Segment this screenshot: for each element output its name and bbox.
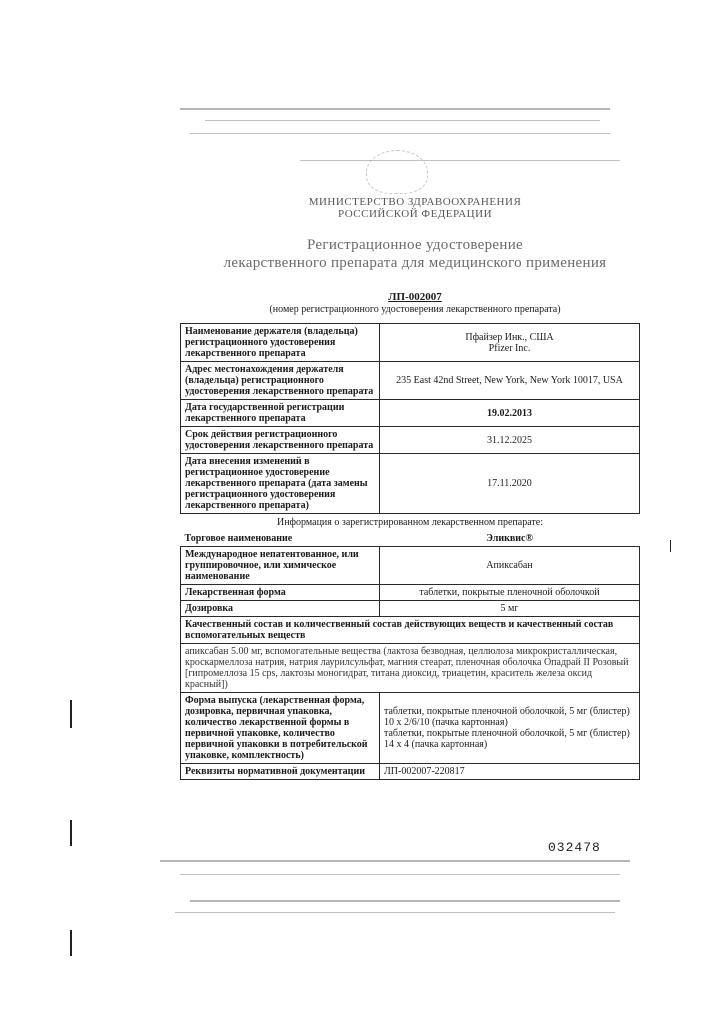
regulatory-docs-label: Реквизиты нормативной документации (181, 764, 380, 780)
dosage-form-label: Лекарственная форма (181, 585, 380, 601)
scan-edge-mark (70, 930, 72, 956)
drug-info-table (180, 531, 640, 780)
table-row (181, 400, 640, 427)
ministry-line-1: МИНИСТЕРСТВО ЗДРАВООХРАНЕНИЯ (308, 196, 522, 208)
registration-number: ЛП-002007 (388, 291, 442, 303)
composition-label: Качественный состав и количественный состав действующих веществ и качественный состав вспомогательных веществ (181, 617, 640, 644)
table-row (181, 764, 640, 780)
table-row (181, 617, 640, 644)
scan-streak (190, 133, 610, 134)
certificate-title-line-2: лекарственного препарата для медицинского применения (223, 255, 607, 271)
table-row (181, 427, 640, 454)
validity-value: 31.12.2025 (380, 427, 640, 454)
package-option-1: таблетки, покрытые пленочной оболочкой, 5 мг (блистер) 10 х 2/6/10 (пачка картонная) (384, 706, 630, 728)
trade-name-label: Торговое наименование (181, 531, 380, 547)
holder-name-en: Pfizer Inc. (488, 342, 531, 354)
table-row (181, 693, 640, 764)
holder-address-value: 235 East 42nd Street, New York, New York 10017, USA (380, 362, 640, 400)
table-row (181, 644, 640, 693)
holder-name-label: Наименование держателя (владельца) регистрационного удостоверения лекарственного препарата (181, 324, 380, 362)
scan-streak (180, 874, 620, 875)
table-row (181, 531, 640, 547)
dosage-form-value: таблетки, покрытые пленочной оболочкой (380, 585, 640, 601)
scan-streak (300, 160, 620, 161)
holder-address-label: Адрес местонахождения держателя (владельца) регистрационного удостоверения лекарственного препарата (181, 362, 380, 400)
scan-streak (180, 108, 610, 110)
ministry-name (180, 196, 650, 220)
scan-streak (190, 900, 620, 902)
scan-edge-mark (70, 820, 72, 846)
regulatory-docs-value: ЛП-002007-220817 (380, 764, 640, 780)
ministry-line-2: РОССИЙСКОЙ ФЕДЕРАЦИИ (337, 208, 493, 220)
table-row (181, 585, 640, 601)
dose-label: Дозировка (181, 601, 380, 617)
certificate-title (180, 236, 650, 272)
dose-value: 5 мг (380, 601, 640, 617)
amendment-date-label: Дата внесения изменений в регистрационное удостоверение лекарственного препарата (дата замены регистрационного удостоверения лекарственного препарата) (181, 454, 380, 514)
inn-label: Международное непатентованное, или группировочное, или химическое наименование (181, 547, 380, 585)
certificate-title-line-1: Регистрационное удостоверение (306, 237, 524, 253)
table-row (181, 547, 640, 585)
holder-name-value (380, 324, 640, 362)
table-row (181, 324, 640, 362)
package-option-2: таблетки, покрытые пленочной оболочкой, 5 мг (блистер) 14 х 4 (пачка картонная) (384, 728, 630, 750)
inn-value: Апиксабан (380, 547, 640, 585)
table-row (181, 362, 640, 400)
scan-edge-mark (70, 700, 72, 728)
table-row (181, 601, 640, 617)
scan-streak (205, 120, 600, 121)
table-row (181, 454, 640, 514)
registration-date-label: Дата государственной регистрации лекарственного препарата (181, 400, 380, 427)
validity-label: Срок действия регистрационного удостоверения лекарственного препарата (181, 427, 380, 454)
coat-of-arms-emblem (366, 150, 428, 194)
registration-details-table (180, 323, 640, 514)
drug-info-caption: Информация о зарегистрированном лекарственном препарате: (276, 517, 543, 528)
scan-streak (175, 912, 615, 913)
registration-number-caption: (номер регистрационного удостоверения лекарственного препарата) (269, 304, 561, 315)
package-value (380, 693, 640, 764)
trade-name-value: Эликвис® (380, 531, 640, 547)
scan-edge-mark (670, 540, 671, 552)
amendment-date-value: 17.11.2020 (380, 454, 640, 514)
package-label: Форма выпуска (лекарственная форма, дозировка, первичная упаковка, количество лекарственной формы в первичной упаковке, количество первичной упаковки в потребительской упаковке, комплектность) (181, 693, 380, 764)
registration-date-value: 19.02.2013 (380, 400, 640, 427)
scan-streak (160, 860, 630, 862)
holder-name-ru: Пфайзер Инк., США (465, 331, 554, 343)
composition-value: апиксабан 5.00 мг, вспомогательные вещества (лактоза безводная, целлюлоза микрокристаллическая, кроскармеллоза натрия, натрия лаурилсульфат, магния стеарат, пленочная оболочка Опадрай II Розовый [гипромеллоза 15 cps, лактозы моногидрат, титана диоксид, триацетин, краситель железа оксид красный]) (181, 644, 640, 693)
form-serial-number: 032478 (548, 840, 601, 855)
